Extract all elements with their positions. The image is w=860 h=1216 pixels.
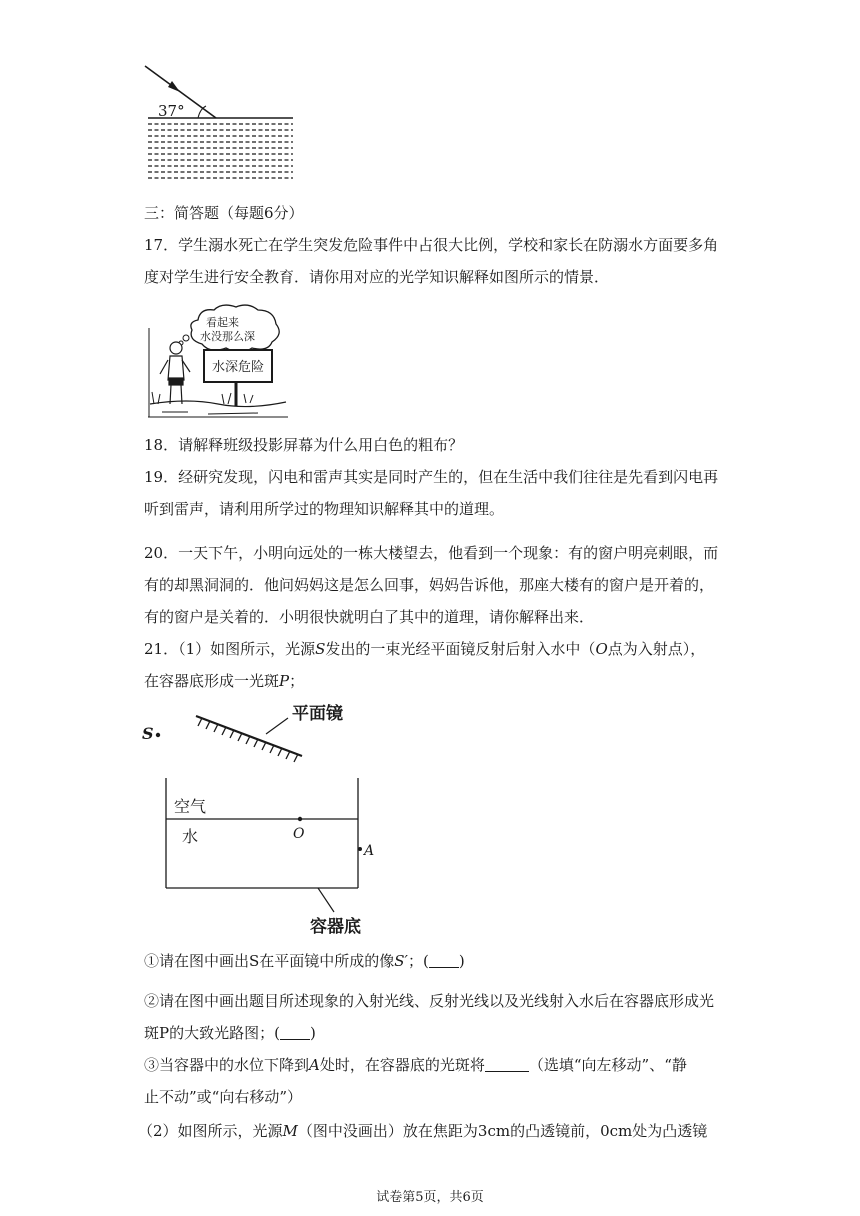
q20-line1: 20．一天下午，小明向远处的一栋大楼望去，他看到一个现象：有的窗户明亮刺眼，而 (144, 544, 719, 562)
q21-text: 斑P的大致光路图；( (144, 1024, 280, 1042)
var-S-prime: S′ (394, 952, 408, 970)
bubble-text-2: 水没那么深 (200, 330, 255, 343)
label-bottom: 容器底 (310, 917, 361, 937)
refraction-figure (140, 60, 300, 182)
label-A: A (364, 843, 375, 859)
drowning-warning-figure (148, 300, 288, 418)
q21-part2-line1 (138, 1121, 707, 1141)
light-source-point (156, 733, 160, 737)
q17-line1: 17．学生溺水死亡在学生突发危险事件中占很大比例，学校和家长在防溺水方面要多角 (144, 236, 719, 254)
page-footer: 试卷第5页，共6页 (376, 1190, 484, 1205)
ray-arrowhead (168, 81, 180, 92)
label-water: 水 (182, 827, 199, 846)
q21-text: ) (309, 1024, 316, 1042)
q21-text: 处时，在容器底的光斑将 (319, 1056, 485, 1074)
q21-text: 在容器底形成一光斑 (144, 672, 280, 690)
q21-line2 (144, 671, 304, 691)
point-O (298, 817, 302, 821)
label-air: 空气 (174, 797, 207, 816)
q21-text: 点为入射点）， (607, 640, 706, 658)
var-O: O (595, 640, 608, 658)
q21-text: ) (458, 952, 465, 970)
water-hatching (148, 124, 293, 178)
var-P: P (279, 672, 290, 690)
q18-line1: 18．请解释班级投影屏幕为什么用白色的粗布？ (144, 436, 464, 454)
q21-text: ；( (407, 952, 429, 970)
answer-blank-2[interactable] (280, 1025, 310, 1040)
section-heading: 三：简答题（每题6分） (144, 204, 304, 222)
q21-text: ； (289, 672, 305, 690)
q21-text: ③当容器中的水位下降到 (144, 1056, 310, 1074)
q20-line3: 有的窗户是关着的．小明很快就明白了其中的道理，请你解释出来． (144, 608, 595, 626)
q21-line1 (144, 639, 705, 659)
var-S: S (315, 640, 326, 658)
plane-mirror (196, 716, 302, 756)
answer-blank-3[interactable] (485, 1057, 529, 1072)
label-O: O (293, 826, 305, 842)
q21-sub1 (144, 951, 465, 971)
var-M: M (282, 1122, 298, 1140)
bubble-text-1: 看起来 (206, 316, 239, 329)
q21-text: 21．（1）如图所示，光源 (144, 640, 316, 658)
angle-label: 37° (158, 102, 185, 120)
q21-text: 发出的一束光经平面镜反射后射入水中（ (325, 640, 596, 658)
person-figure (160, 342, 190, 404)
q19-line1: 19．经研究发现，闪电和雷声其实是同时产生的，但在生活中我们往往是先看到闪电再 (144, 468, 719, 486)
q19-line2: 听到雷声，请利用所学过的物理知识解释其中的道理。 (144, 500, 505, 518)
label-S: S (142, 724, 154, 743)
point-A (358, 847, 362, 851)
q21-text: （图中没画出）放在焦距为3cm的凸透镜前，0cm处为凸透镜 (297, 1122, 708, 1140)
warning-sign-text: 水深危险 (212, 360, 265, 375)
q21-sub2-line1: ②请在图中画出题目所述现象的入射光线、反射光线以及光线射入水后在容器底形成光 (144, 992, 715, 1010)
q21-text: （2）如图所示，光源 (138, 1122, 283, 1140)
var-A: A (309, 1056, 320, 1074)
q17-line2: 度对学生进行安全教育．请你用对应的光学知识解释如图所示的情景． (144, 268, 610, 286)
q21-text: （选填“向左移动”、“静 (528, 1056, 687, 1074)
q20-line2: 有的却黑洞洞的．他问妈妈这是怎么回事，妈妈告诉他，那座大楼有的窗户是开着的， (144, 576, 715, 594)
label-mirror: 平面镜 (292, 704, 343, 724)
q21-sub3-line1 (144, 1055, 687, 1075)
answer-blank-1[interactable] (429, 953, 459, 968)
mirror-container-figure (138, 698, 390, 942)
q21-text: ①请在图中画出S在平面镜中所成的像 (144, 952, 395, 970)
q21-sub3-line2: 止不动”或“向右移动”） (144, 1088, 303, 1106)
mirror-hatching (198, 718, 298, 762)
q21-sub2-line2 (144, 1023, 316, 1043)
